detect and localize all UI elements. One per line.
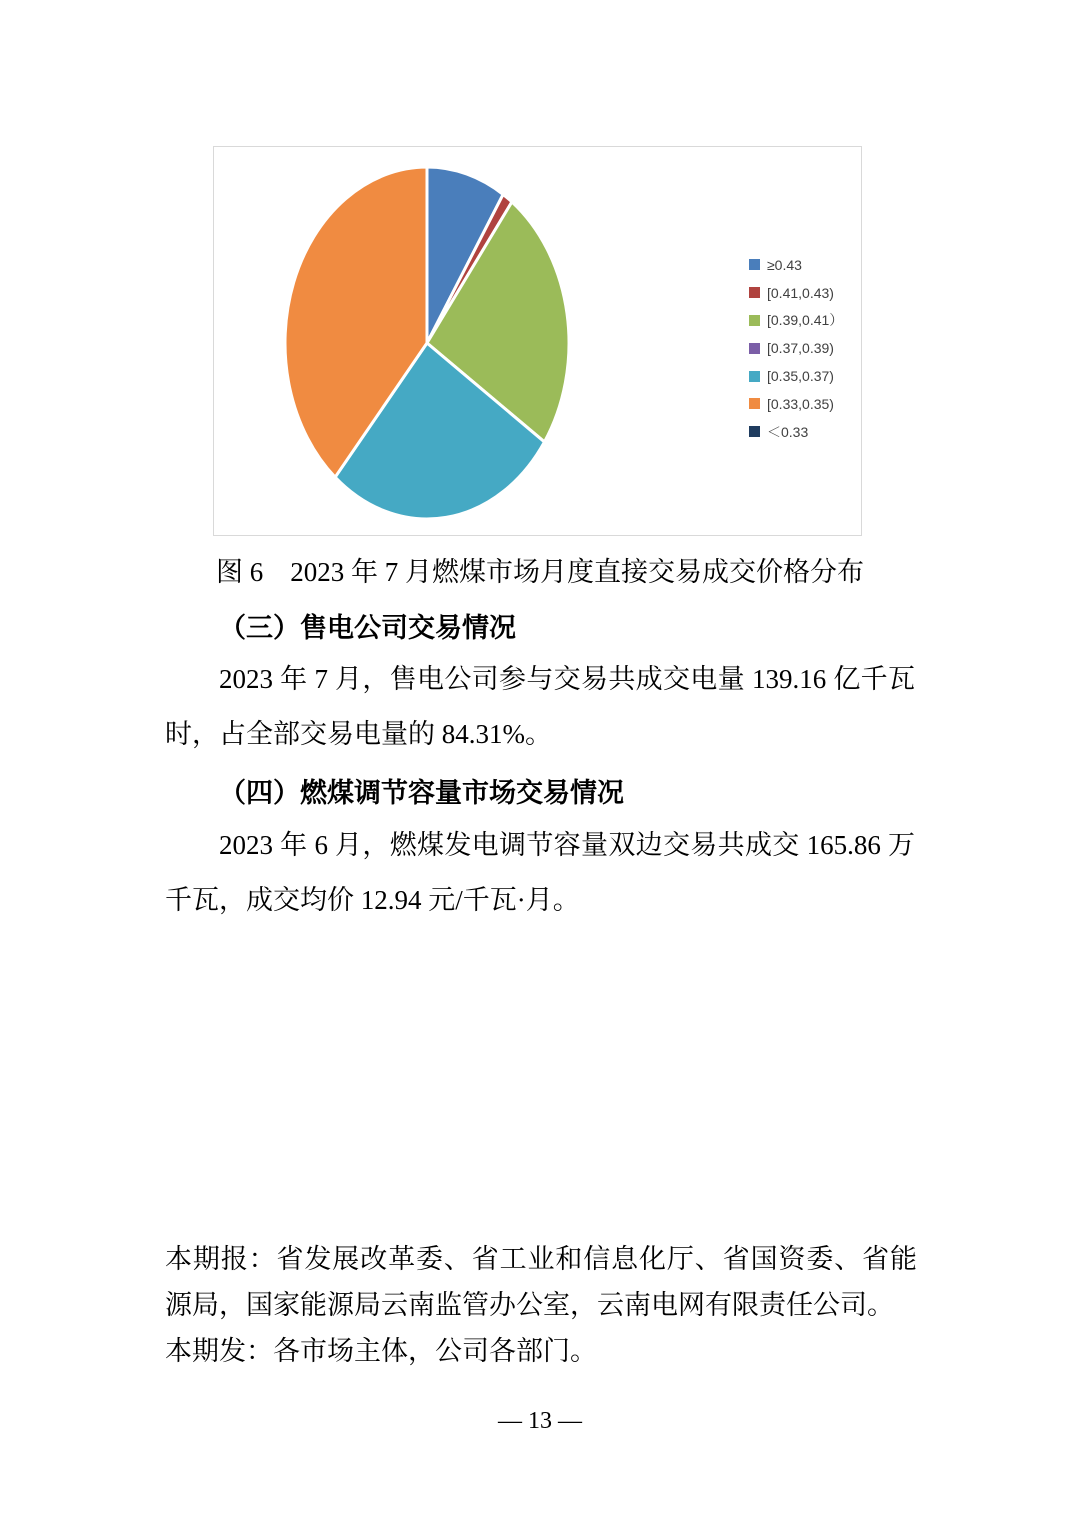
paragraph-capacity-market: 2023 年 6 月，燃煤发电调节容量双边交易共成交 165.86 万千瓦，成交均价 12.94 元/千瓦·月。 xyxy=(165,830,915,915)
legend-item-6 xyxy=(749,418,843,446)
legend-label: [0.33,0.35) xyxy=(767,395,834,412)
legend-swatch-icon xyxy=(749,287,760,298)
legend-item-0 xyxy=(749,251,843,279)
chart-legend xyxy=(749,251,843,446)
legend-swatch-icon xyxy=(749,426,760,437)
legend-label: ≥0.43 xyxy=(767,256,802,273)
legend-swatch-icon xyxy=(749,343,760,354)
legend-item-1 xyxy=(749,279,843,307)
legend-label: [0.41,0.43) xyxy=(767,284,834,301)
distribution-footer xyxy=(165,1236,917,1374)
page-number: — 13 — xyxy=(498,1408,582,1434)
figure-caption: 图 6 2023 年 7 月燃煤市场月度直接交易成交价格分布 xyxy=(216,557,864,587)
footer-report-to: 本期报：省发展改革委、省工业和信息化厅、省国资委、省能源局，国家能源局云南监管办公室，云南电网有限责任公司。 xyxy=(165,1244,917,1320)
legend-label: [0.35,0.37) xyxy=(767,368,834,385)
legend-swatch-icon xyxy=(749,371,760,382)
legend-swatch-icon xyxy=(749,259,760,270)
price-distribution-chart xyxy=(213,146,862,536)
legend-item-4 xyxy=(749,362,843,390)
legend-item-3 xyxy=(749,334,843,362)
legend-item-2 xyxy=(749,307,843,335)
section-heading-4: （四）燃煤调节容量市场交易情况 xyxy=(219,778,624,808)
legend-item-5 xyxy=(749,390,843,418)
paragraph-sales-companies: 2023 年 7 月，售电公司参与交易共成交电量 139.16 亿千瓦时，占全部交易电量的 84.31%。 xyxy=(165,664,915,749)
legend-label: [0.37,0.39) xyxy=(767,340,834,357)
legend-label: [0.39,0.41） xyxy=(767,312,844,329)
legend-swatch-icon xyxy=(749,315,760,326)
legend-swatch-icon xyxy=(749,398,760,409)
section-heading-3: （三）售电公司交易情况 xyxy=(219,613,516,643)
footer-issued-to: 本期发：各市场主体，公司各部门。 xyxy=(165,1336,597,1366)
legend-label: ＜0.33 xyxy=(767,423,809,440)
